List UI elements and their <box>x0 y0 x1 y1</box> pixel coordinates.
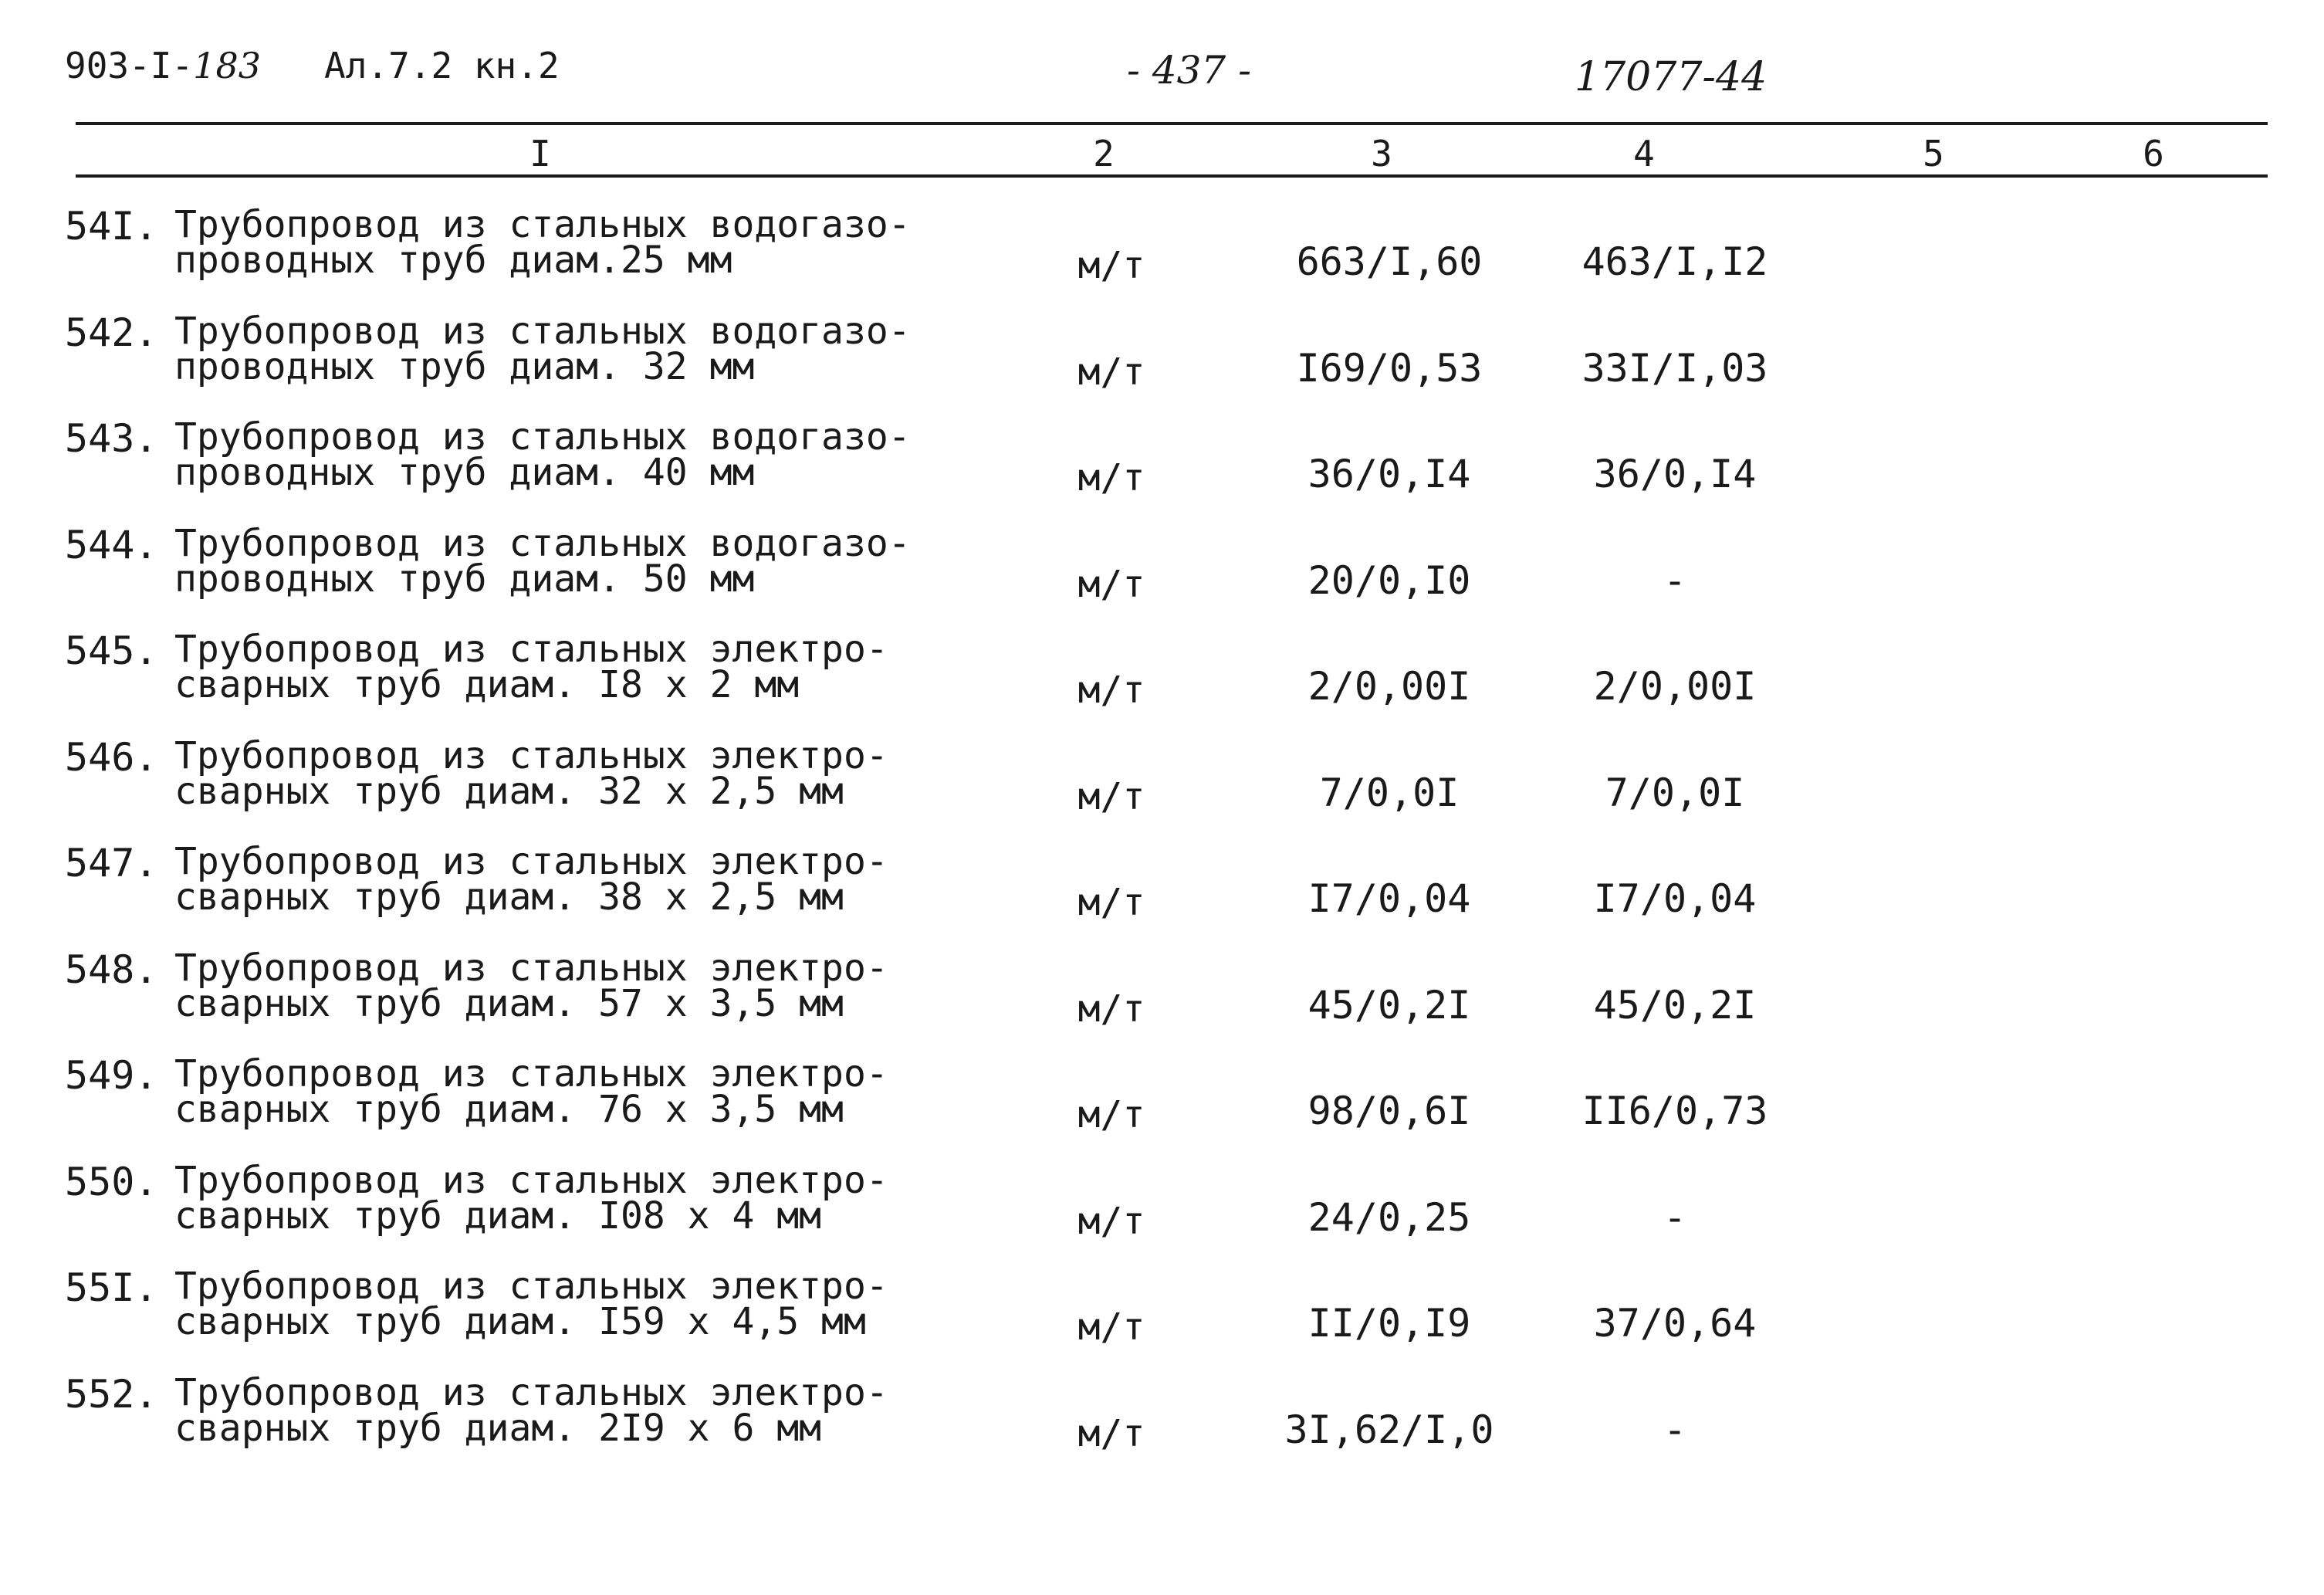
row-description <box>174 1370 888 1450</box>
description-line-2: сварных труб диам. 38 х 2,5 мм <box>174 875 844 919</box>
description-line-1: Трубопровод из стальных электро- <box>174 1265 888 1308</box>
row-value-column-3: II/0,I9 <box>1307 1301 1471 1346</box>
row-value-column-4: 33I/I,03 <box>1581 345 1768 391</box>
table-row <box>0 413 2324 520</box>
row-value-column-3: 45/0,2I <box>1307 982 1471 1028</box>
row-unit: м/т <box>1077 774 1145 818</box>
row-number: 544. <box>65 522 158 567</box>
row-description <box>174 946 888 1025</box>
row-value-column-4: - <box>1663 1194 1687 1240</box>
table-row <box>0 520 2324 626</box>
description-line-1: Трубопровод из стальных электро- <box>174 1370 888 1414</box>
description-line-2: проводных труб диам. 32 мм <box>174 344 755 388</box>
row-number: 545. <box>65 628 158 673</box>
column-header-5: 5 <box>1923 133 1944 174</box>
table-header-rule <box>76 174 2268 178</box>
row-number: 55I. <box>65 1265 158 1310</box>
row-number: 54I. <box>65 204 158 249</box>
description-line-2: сварных труб диам. 2I9 х 6 мм <box>174 1406 822 1450</box>
row-value-column-4: - <box>1663 1407 1687 1452</box>
row-unit: м/т <box>1077 987 1145 1031</box>
row-value-column-3: 663/I,60 <box>1296 239 1483 284</box>
row-description <box>174 1158 888 1238</box>
row-number: 552. <box>65 1371 158 1417</box>
description-line-2: проводных труб диам. 40 мм <box>174 451 755 494</box>
document-code-handwritten: 183 <box>193 45 261 86</box>
table-row <box>0 1262 2324 1369</box>
row-unit: м/т <box>1077 562 1145 606</box>
table-row <box>0 201 2324 307</box>
row-description <box>174 203 911 282</box>
row-description <box>174 521 911 601</box>
table-row <box>0 944 2324 1051</box>
table-row <box>0 838 2324 944</box>
description-line-1: Трубопровод из стальных электро- <box>174 1158 888 1202</box>
description-line-1: Трубопровод из стальных электро- <box>174 1052 888 1096</box>
page-number: - 437 - <box>1127 48 1252 93</box>
row-unit: м/т <box>1077 881 1145 924</box>
row-description <box>174 733 888 813</box>
description-line-2: проводных труб диам.25 мм <box>174 239 732 282</box>
row-number: 546. <box>65 734 158 780</box>
description-line-2: сварных труб диам. I59 х 4,5 мм <box>174 1300 866 1343</box>
row-unit: м/т <box>1077 1199 1145 1243</box>
row-number: 542. <box>65 310 158 355</box>
description-line-1: Трубопровод из стальных электро- <box>174 733 888 777</box>
album-reference: Ал.7.2 кн.2 <box>324 45 560 86</box>
document-code <box>65 45 261 86</box>
column-header-6: 6 <box>2143 133 2164 174</box>
row-value-column-4: 45/0,2I <box>1593 982 1757 1028</box>
handwritten-document-number: 17077-44 <box>1575 54 1768 100</box>
document-code-prefix: 903-I- <box>65 45 194 86</box>
row-value-column-3: I7/0,04 <box>1307 876 1471 921</box>
row-value-column-3: 3I,62/I,0 <box>1284 1407 1494 1452</box>
row-unit: м/т <box>1077 244 1145 287</box>
table-body <box>0 201 2324 1475</box>
row-value-column-4: 463/I,I2 <box>1581 239 1768 284</box>
table-row <box>0 1050 2324 1156</box>
row-number: 548. <box>65 947 158 992</box>
row-unit: м/т <box>1077 350 1145 394</box>
row-description <box>174 840 888 919</box>
description-line-2: сварных труб диам. I08 х 4 мм <box>174 1194 822 1238</box>
row-value-column-3: 98/0,6I <box>1307 1089 1471 1133</box>
row-value-column-4: 7/0,0I <box>1605 770 1745 815</box>
row-unit: м/т <box>1077 1411 1145 1455</box>
row-description <box>174 1265 888 1343</box>
row-number: 550. <box>65 1159 158 1204</box>
description-line-2: сварных труб диам. 32 х 2,5 мм <box>174 769 844 813</box>
column-header-1: I <box>529 133 551 174</box>
table-row <box>0 307 2324 414</box>
table-top-rule <box>76 122 2268 125</box>
row-description <box>174 628 888 706</box>
column-header-3: 3 <box>1371 133 1392 174</box>
table-row <box>0 625 2324 732</box>
description-line-1: Трубопровод из стальных электро- <box>174 840 888 883</box>
row-value-column-4: I7/0,04 <box>1593 876 1757 921</box>
row-value-column-4: 37/0,64 <box>1593 1301 1757 1346</box>
row-unit: м/т <box>1077 1305 1145 1349</box>
row-value-column-4: II6/0,73 <box>1581 1089 1768 1133</box>
description-line-1: Трубопровод из стальных водогазо- <box>174 415 911 459</box>
description-line-2: сварных труб диам. 76 х 3,5 мм <box>174 1088 844 1131</box>
column-header-2: 2 <box>1093 133 1115 174</box>
row-description <box>174 309 911 388</box>
row-value-column-3: 7/0,0I <box>1319 770 1460 815</box>
description-line-1: Трубопровод из стальных электро- <box>174 628 888 671</box>
description-line-1: Трубопровод из стальных электро- <box>174 946 888 990</box>
description-line-2: проводных труб диам. 50 мм <box>174 557 755 601</box>
row-value-column-3: 20/0,I0 <box>1307 557 1471 603</box>
row-unit: м/т <box>1077 456 1145 499</box>
row-number: 549. <box>65 1053 158 1098</box>
description-line-1: Трубопровод из стальных водогазо- <box>174 309 911 353</box>
row-value-column-4: - <box>1663 557 1687 603</box>
row-number: 547. <box>65 841 158 886</box>
table-row <box>0 1156 2324 1263</box>
row-value-column-4: 2/0,00I <box>1593 664 1757 709</box>
row-value-column-3: 2/0,00I <box>1307 664 1471 709</box>
row-number: 543. <box>65 416 158 461</box>
row-value-column-3: 36/0,I4 <box>1307 452 1471 496</box>
row-value-column-3: I69/0,53 <box>1296 345 1483 391</box>
row-description <box>174 1052 888 1131</box>
table-row <box>0 1369 2324 1475</box>
row-value-column-3: 24/0,25 <box>1307 1194 1471 1240</box>
description-line-1: Трубопровод из стальных водогазо- <box>174 521 911 565</box>
description-line-1: Трубопровод из стальных водогазо- <box>174 203 911 246</box>
row-description <box>174 415 911 494</box>
row-value-column-4: 36/0,I4 <box>1593 452 1757 496</box>
row-unit: м/т <box>1077 1093 1145 1136</box>
table-row <box>0 732 2324 838</box>
column-header-4: 4 <box>1633 133 1655 174</box>
description-line-2: сварных труб диам. I8 х 2 мм <box>174 663 800 706</box>
description-line-2: сварных труб диам. 57 х 3,5 мм <box>174 981 844 1025</box>
row-unit: м/т <box>1077 669 1145 712</box>
